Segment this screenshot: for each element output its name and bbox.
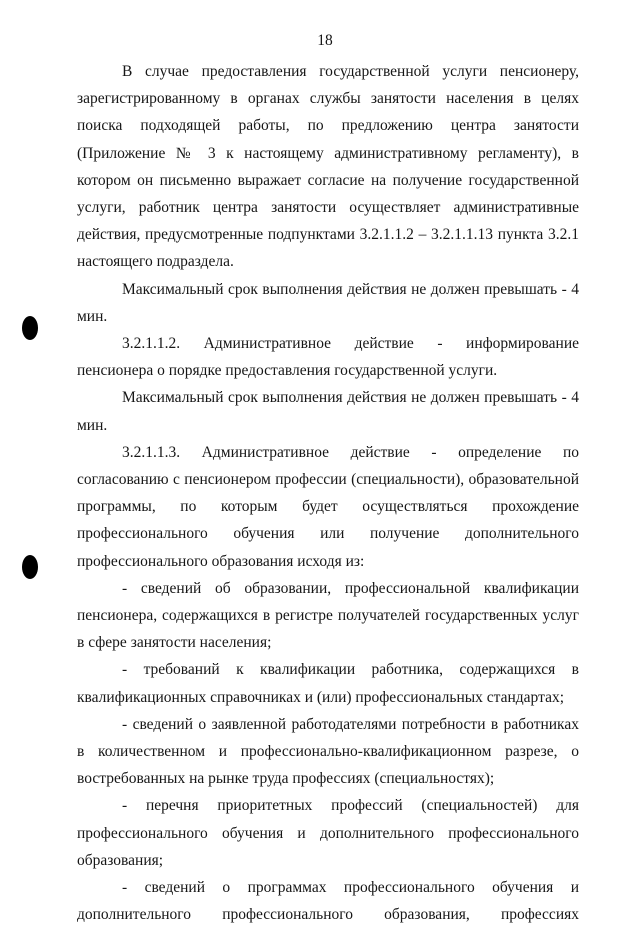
paragraph: 3.2.1.1.2. Административное действие - информирование пенсионера о порядке предоставления государственной услуги.	[77, 335, 579, 380]
paragraph: В случае предоставления государственной услуги пенсионеру, зарегистрированному в органах службы занятости населения в целях поиска подходящей работы, по предложению центра занятости (Приложение № 3 к настоящему административному регламенту), в котором он письменно выражает согласие на получение государственной услуги, работник центра занятости осуществляет административные действия, предусмотренные подпунктами 3.2.1.1.2 – 3.2.1.1.13 пункта 3.2.1 настоящего подраздела.	[77, 63, 579, 271]
paragraph: - требований к квалификации работника, содержащихся в квалификационных справочниках и (или) профессиональных стандартах;	[77, 661, 579, 706]
paragraph: Максимальный срок выполнения действия не должен превышать - 4 мин.	[77, 389, 579, 434]
hole-punch-mark	[22, 316, 38, 340]
paragraph: Максимальный срок выполнения действия не должен превышать - 4 мин.	[77, 280, 579, 325]
paragraph: - сведений об образовании, профессиональной квалификации пенсионера, содержащихся в регистре получателей государственных услуг в сфере занятости населения;	[77, 579, 579, 652]
paragraph: - сведений о программах профессионального обучения и дополнительного профессионального образования, профессиях	[77, 879, 579, 924]
paragraph: 3.2.1.1.3. Административное действие - определение по согласованию с пенсионером профессии (специальности), образовательной программы, по которым будет осуществляться прохождение профессионального обучения или получение дополнительного профессионального образования исходя из:	[77, 443, 579, 570]
paragraph: - перечня приоритетных профессий (специальностей) для профессионального обучения и дополнительного профессионального образования;	[77, 797, 579, 869]
document-body	[77, 58, 579, 929]
hole-punch-mark	[22, 555, 38, 579]
paragraph: - сведений о заявленной работодателями потребности в работниках в количественном и профессионально-квалификационном разрезе, о востребованных на рынке труда профессиях (специальностях);	[77, 715, 579, 788]
page-number: 18	[317, 32, 333, 49]
